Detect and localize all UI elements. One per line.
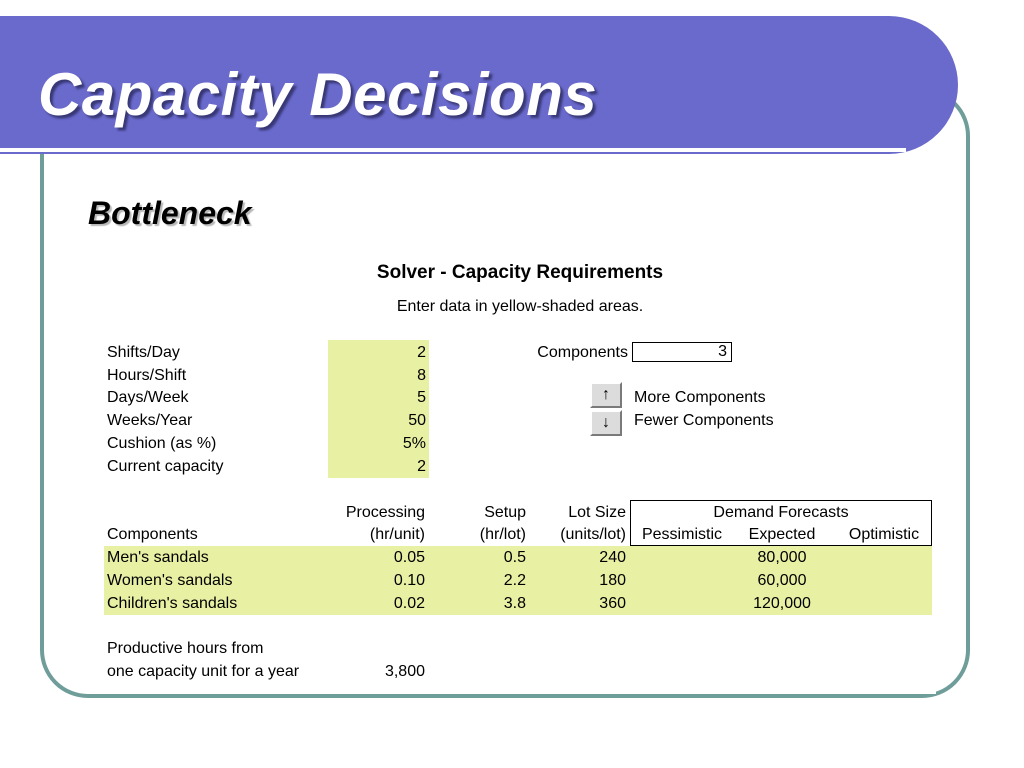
table-row <box>104 546 932 569</box>
arrow-up-icon: ↑ <box>602 386 610 403</box>
productive-hours-value: 3,800 <box>384 663 425 680</box>
components-header: Components <box>107 526 198 543</box>
param-value-cushion[interactable]: 5% <box>402 435 426 452</box>
expected-value[interactable]: 60,000 <box>757 572 807 589</box>
lot-size-value[interactable]: 240 <box>599 549 626 566</box>
lot-size-header-1: Lot Size <box>568 504 626 521</box>
productive-hours-label-1: Productive hours from <box>107 640 264 657</box>
component-name[interactable]: Women's sandals <box>107 572 233 589</box>
demand-forecasts-header: Demand Forecasts <box>713 504 849 521</box>
components-label: Components <box>537 344 628 361</box>
solver-spreadsheet <box>104 244 936 694</box>
param-label-current-capacity: Current capacity <box>107 458 224 475</box>
optimistic-header: Optimistic <box>848 526 920 543</box>
productive-hours-label-2: one capacity unit for a year <box>107 663 300 680</box>
param-label-shifts-day: Shifts/Day <box>107 344 180 361</box>
processing-header-2: (hr/unit) <box>369 526 425 543</box>
lot-size-header-2: (units/lot) <box>560 526 626 543</box>
expected-header: Expected <box>748 526 816 543</box>
fewer-components-label: Fewer Components <box>634 412 774 429</box>
pessimistic-header: Pessimistic <box>641 526 722 543</box>
param-value-hours-shift[interactable]: 8 <box>417 367 426 384</box>
solver-instruction: Enter data in yellow-shaded areas. <box>396 298 644 315</box>
more-components-button[interactable] <box>590 382 622 408</box>
param-label-cushion: Cushion (as %) <box>107 435 217 452</box>
param-label-weeks-year: Weeks/Year <box>107 412 193 429</box>
param-value-days-week[interactable]: 5 <box>417 389 426 406</box>
fewer-components-button[interactable] <box>590 410 622 436</box>
setup-header-2: (hr/lot) <box>479 526 526 543</box>
slide-title: Capacity Decisions <box>38 61 598 128</box>
expected-value[interactable]: 120,000 <box>753 595 811 612</box>
expected-value[interactable]: 80,000 <box>757 549 807 566</box>
table-row <box>104 569 932 592</box>
table-row <box>104 592 932 615</box>
param-label-hours-shift: Hours/Shift <box>107 367 187 384</box>
components-count-input[interactable]: 3 <box>632 342 732 362</box>
title-bar <box>0 16 958 154</box>
solver-title: Solver - Capacity Requirements <box>376 262 664 283</box>
param-label-days-week: Days/Week <box>107 389 189 406</box>
setup-value[interactable]: 0.5 <box>503 549 526 566</box>
setup-value[interactable]: 3.8 <box>503 595 526 612</box>
processing-value[interactable]: 0.10 <box>393 572 425 589</box>
param-value-shifts-day[interactable]: 2 <box>417 344 426 361</box>
component-name[interactable]: Men's sandals <box>107 549 209 566</box>
title-underline <box>0 148 906 152</box>
component-name[interactable]: Children's sandals <box>107 595 238 612</box>
arrow-down-icon: ↓ <box>602 414 610 431</box>
param-value-current-capacity[interactable]: 2 <box>417 458 426 475</box>
setup-header-1: Setup <box>484 504 526 521</box>
processing-value[interactable]: 0.02 <box>393 595 425 612</box>
setup-value[interactable]: 2.2 <box>503 572 526 589</box>
lot-size-value[interactable]: 360 <box>599 595 626 612</box>
processing-header-1: Processing <box>345 504 425 521</box>
param-value-weeks-year[interactable]: 50 <box>408 412 426 429</box>
processing-value[interactable]: 0.05 <box>393 549 425 566</box>
more-components-label: More Components <box>634 389 766 406</box>
slide-subtitle: Bottleneck <box>88 195 252 231</box>
lot-size-value[interactable]: 180 <box>599 572 626 589</box>
